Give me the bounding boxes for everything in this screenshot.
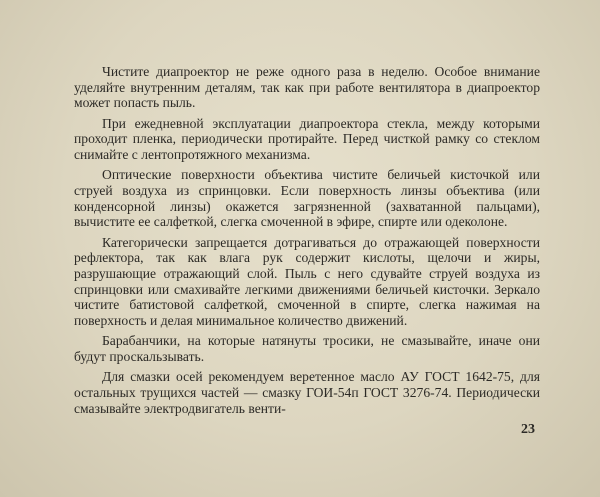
paragraph-glass-wiping: При ежедневной эксплуатации диапроектора стекла, между которыми проходит пленка, периодически протирайте. Перед чисткой рамку со стеклом снимайте с лентопротяжного механизма. [74, 115, 540, 163]
page-number: 23 [521, 422, 535, 437]
paragraph-lubrication: Для смазки осей рекомендуем веретенное масло АУ ГОСТ 1642-75, для остальных трущихся частей — смазку ГОИ-54п ГОСТ 3276-74. Периодически смазывайте электродвигатель венти- [74, 369, 540, 416]
paragraph-drums: Барабанчики, на которые натянуты тросики, не смазывайте, иначе они будут проскальзывать. [74, 333, 540, 364]
body-text [74, 64, 540, 421]
paragraph-cleaning-frequency: Чистите диапроектор не реже одного раза в неделю. Особое внимание уделяйте внутренним деталям, так как при работе вентилятора в диапроектор может попасть пыль. [74, 64, 540, 111]
paragraph-optics-cleaning: Оптические поверхности объектива чистите беличьей кисточкой или струей воздуха из спринцовки. Если поверхность линзы объектива (или конденсорной линзы) окажется загрязненной (захватанной пальцами), вычистите ее салфеткой, слегка смоченной в эфире, спирте или одеколоне. [74, 167, 540, 230]
paragraph-reflector-warning: Категорически запрещается дотрагиваться до отражающей поверхности рефлектора, так как влага рук содержит кислоты, щелочи и жиры, разрушающие отражающий слой. Пыль с него сдувайте струей воздуха из спринцовки или смахивайте легкими движениями беличьей кисточки. Зеркало чистите батистовой салфеткой, смоченной в спирте, слегка нажимая на поверхность и делая минимальное количество движений. [74, 234, 540, 329]
